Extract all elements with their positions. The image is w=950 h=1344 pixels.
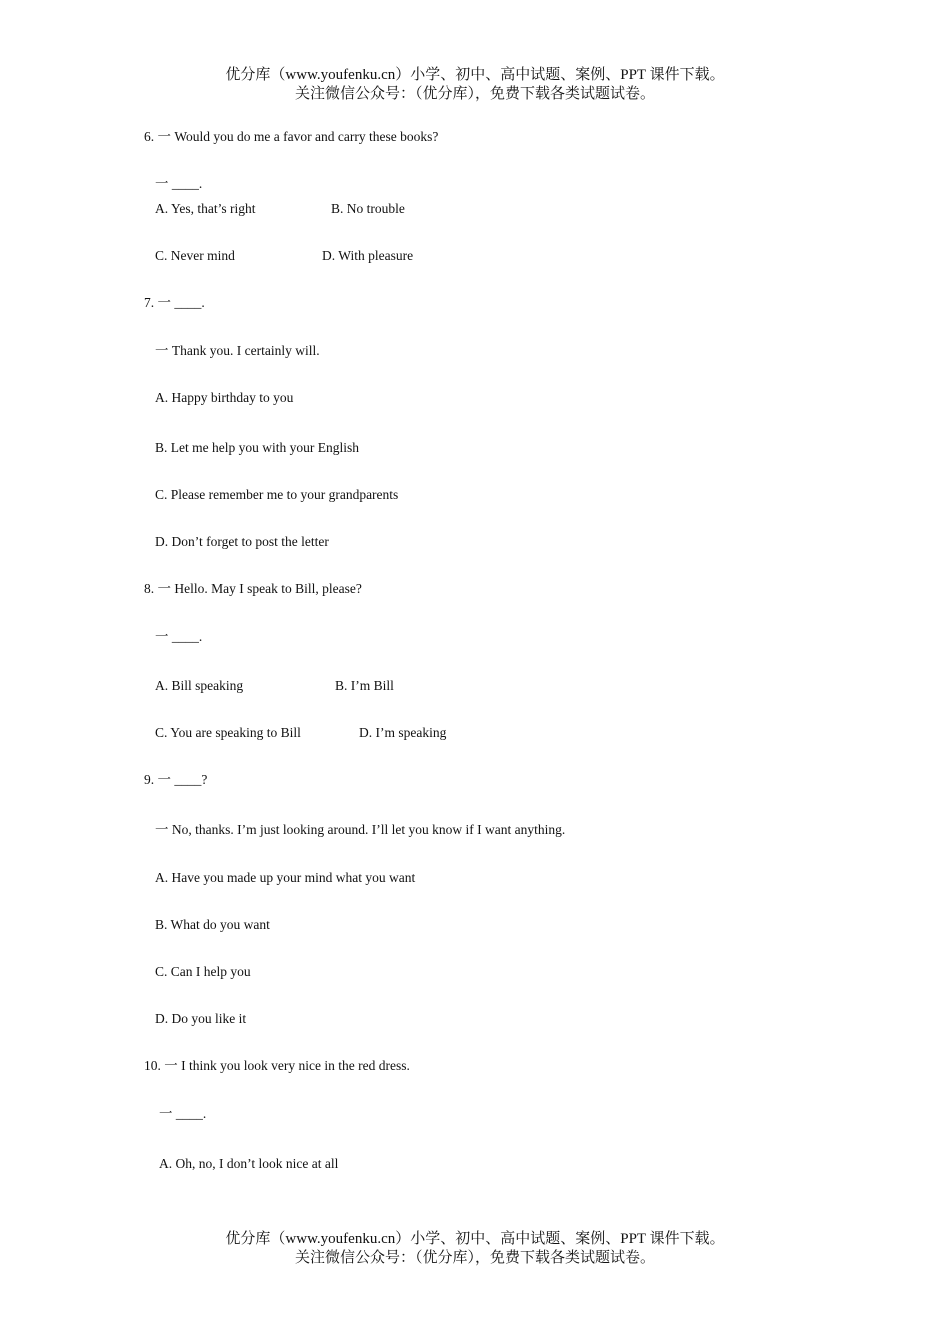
q7-option-a: A. Happy birthday to you [155, 390, 294, 405]
q6-option-d: D. With pleasure [322, 248, 414, 263]
q8-reply: 一 ____. [155, 629, 203, 644]
q9-stem: 9. 一 ____? [144, 772, 208, 787]
q9-option-c: C. Can I help you [155, 964, 251, 979]
q6-option-b: B. No trouble [331, 201, 405, 216]
q8-option-c: C. You are speaking to Bill [155, 725, 301, 740]
q7-option-d: D. Don’t forget to post the letter [155, 534, 329, 549]
q9-option-b: B. What do you want [155, 917, 270, 932]
q7-reply: 一 Thank you. I certainly will. [155, 343, 320, 358]
q8-option-a: A. Bill speaking [155, 678, 244, 693]
q9-option-a: A. Have you made up your mind what you want [155, 870, 416, 885]
page-header [0, 66, 950, 104]
q9-reply: 一 No, thanks. I’m just looking around. I’ll let you know if I want anything. [155, 822, 566, 837]
footer-line-2: 关注微信公众号：（优分库），免费下载各类试题试卷。 [294, 1250, 655, 1266]
q10-option-a: A. Oh, no, I don’t look nice at all [159, 1156, 339, 1171]
q9-option-d: D. Do you like it [155, 1011, 247, 1026]
q8-stem: 8. 一 Hello. May I speak to Bill, please? [144, 581, 362, 596]
header-line-1: 优分库（www.youfenku.cn）小学、初中、高中试题、案例、PPT 课件下载。 [225, 67, 725, 83]
q6-reply: 一 ____. [155, 176, 203, 191]
header-line-2: 关注微信公众号：（优分库），免费下载各类试题试卷。 [294, 86, 655, 102]
q6-stem: 6. 一 Would you do me a favor and carry these books? [144, 129, 439, 144]
q8-option-b: B. I’m Bill [335, 678, 394, 693]
q10-reply: 一 ____. [159, 1106, 207, 1121]
q7-stem: 7. 一 ____. [144, 295, 205, 310]
q7-option-b: B. Let me help you with your English [155, 440, 359, 455]
q6-option-a: A. Yes, that’s right [155, 201, 256, 216]
q6-option-c: C. Never mind [155, 248, 235, 263]
q8-option-d: D. I’m speaking [359, 725, 447, 740]
q10-stem: 10. 一 I think you look very nice in the red dress. [144, 1058, 410, 1073]
q7-option-c: C. Please remember me to your grandparents [155, 487, 399, 502]
page-footer [0, 1230, 950, 1268]
footer-line-1: 优分库（www.youfenku.cn）小学、初中、高中试题、案例、PPT 课件下载。 [225, 1231, 725, 1247]
